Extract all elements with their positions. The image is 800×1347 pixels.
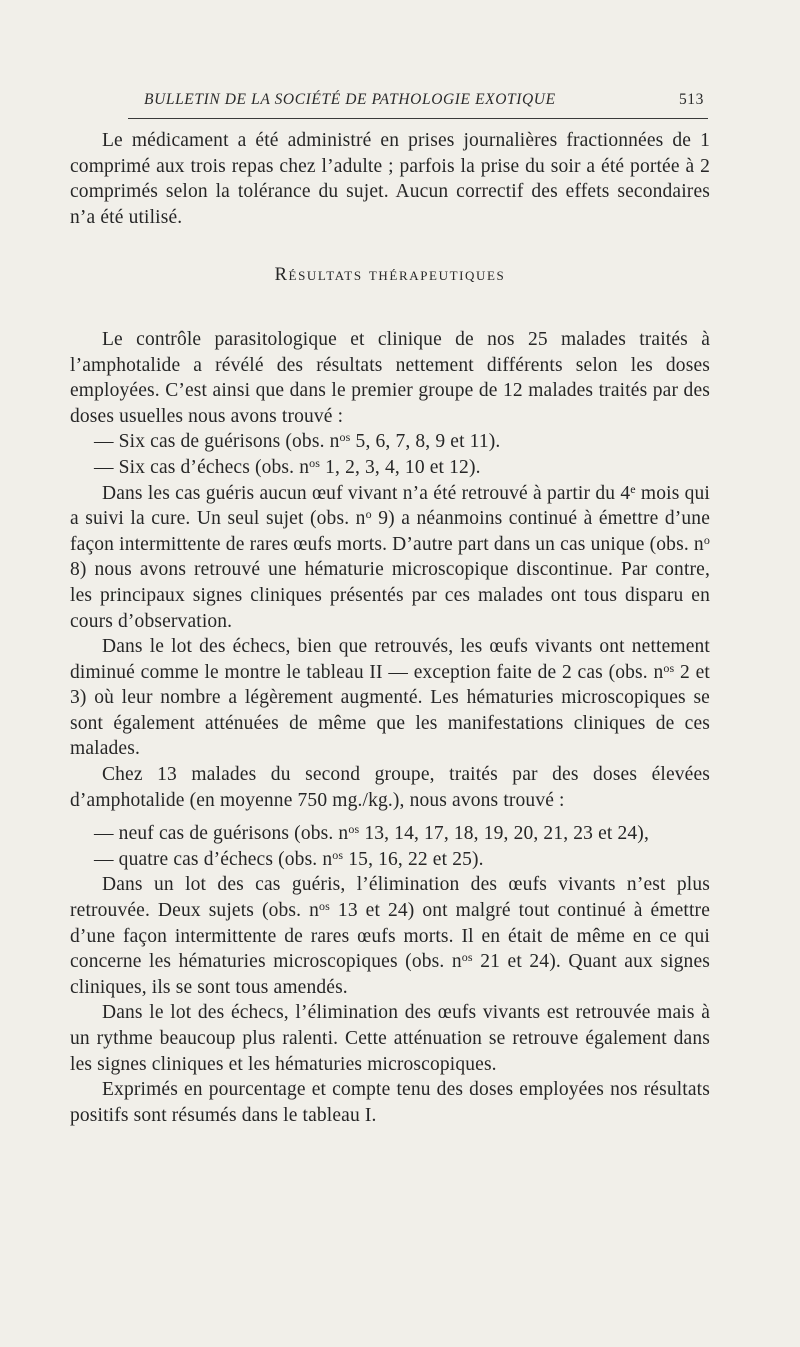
paragraph-intro: Le médicament a été administré en prises journalières fractionnées de 1 comprimé aux trois repas chez l’adulte ; parfois la prise du soir a été portée à 2 comprimés selon la tolérance du sujet. Aucun correctif des effets secondaires n’a été utilisé.	[70, 130, 710, 228]
header-rule	[128, 118, 708, 119]
section-title: Résultats thérapeutiques	[274, 265, 506, 286]
list-item: — neuf cas de guérisons (obs. $n^{os}$ 13, 14, 17, 18, 19, 20, 21, 23 et 24),	[94, 822, 649, 845]
journal-title: BULLETIN DE LA SOCIÉTÉ DE PATHOLOGIE EXOTIQUE	[144, 91, 556, 108]
paragraph-results-intro: Le contrôle parasitologique et clinique de nos 25 malades traités à l’amphotalide a révélé des résultats nettement différents selon les doses employées. C’est ainsi que dans le premier groupe de 12 malades traités par des doses usuelles nous avons trouvé :	[70, 328, 710, 427]
paragraph-failures-first-group: Dans le lot des échecs, bien que retrouvés, les œufs vivants ont nettement diminué comme le montre le tableau II — exception faite de 2 cas (obs. $n^{os}$ 2 et 3) où leur nombre a légèrement augmenté. Les hématuries microscopiques se sont également atténuées de même que les manifestations cliniques de ces malades.	[70, 636, 710, 760]
page-number: 513	[678, 91, 704, 108]
running-header	[140, 88, 710, 112]
paragraph-cured-first-group: Dans les cas guéris aucun œuf vivant n’a été retrouvé à partir du 4e mois qui a suivi la cure. Un seul sujet (obs. $n^o$ 9) a néanmoins continué à émettre d’une façon intermittente de rares œufs morts. D’autre part dans un cas unique (obs. $n^o$ 8) nous avons retrouvé une hématurie microscopique discontinue. Par contre, les principaux signes cliniques présentés par ces malades ont tous disparu en cours d’observation.	[70, 481, 711, 632]
paragraph-failures-second-group: Dans le lot des échecs, l’élimination des œufs vivants est retrouvée mais à un rythme beaucoup plus ralenti. Cette atténuation se retrouve également dans les signes cliniques et les hématuries microscopiques.	[70, 1002, 710, 1075]
paragraph-cured-second-group: Dans un lot des cas guéris, l’élimination des œufs vivants n’est plus retrouvée. Deux sujets (obs. $n^{os}$ 13 et 24) ont malgré tout continué à émettre d’une façon intermittente de rares œufs morts. Il en était de même en ce qui concerne les hématuries microscopiques (obs. $n^{os}$ 21 et 24). Quant aux signes cliniques, ils se sont tous amendés.	[70, 874, 711, 998]
paragraph-summary: Exprimés en pourcentage et compte tenu des doses employées nos résultats positifs sont résumés dans le tableau I.	[70, 1079, 710, 1126]
list-item: — quatre cas d’échecs (obs. $n^{os}$ 15, 16, 22 et 25).	[94, 847, 484, 870]
list-item: — Six cas d’échecs (obs. $n^{os}$ 1, 2, 3, 4, 10 et 12).	[94, 455, 481, 478]
list-item: — Six cas de guérisons (obs. $n^{os}$ 5, 6, 7, 8, 9 et 11).	[94, 430, 501, 453]
article-body	[70, 128, 710, 1128]
paragraph-second-group: Chez 13 malades du second groupe, traités par des doses élevées d’amphotalide (en moyenne 750 mg./kg.), nous avons trouvé :	[70, 764, 710, 811]
